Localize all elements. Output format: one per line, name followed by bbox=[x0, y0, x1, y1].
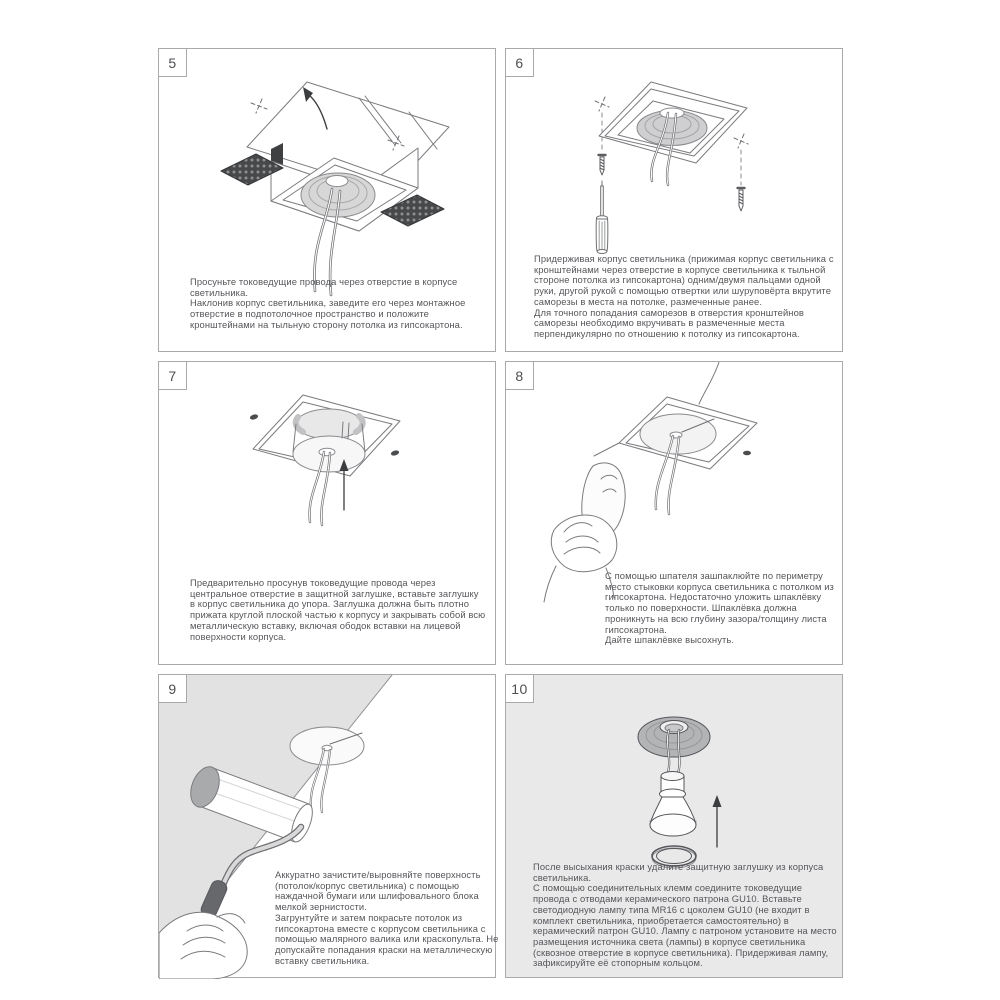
instruction-paragraph: С помощью соединительных клемм соедините токоведущие провода с отводами керамического патрона GU10. Вставьте светодиодную лампу типа MR16 с цоколем GU10 (не входит в комплект светильника, приобретается самостоятельно) в керамический патрон GU10. Лампу с патроном установите на место размещения источника света (лампы) в корпусе светильника (сквозное отверстие в корпусе светильника). Придерживая лампу, зафиксируйте её стопорным кольцом. bbox=[533, 882, 837, 969]
step-10-instructions bbox=[533, 862, 841, 969]
instruction-paragraph: После высыхания краски удалите защитную заглушку из корпуса светильника. bbox=[533, 861, 824, 883]
crop-mark-icon bbox=[595, 97, 609, 111]
step-9-instructions bbox=[275, 870, 499, 966]
instruction-paragraph: С помощью шпателя зашпаклюйте по периметру место стыковки корпуса светильника с потолком из гипсокартона. Недостаточно уложить шпаклёвку только по поверхности. Шпаклёвка должна проникнуть на всю глубину зазора/толщину листа гипсокартона. bbox=[605, 570, 834, 635]
step-number-badge: 8 bbox=[505, 361, 534, 390]
hand bbox=[159, 912, 247, 979]
instruction-paragraph: Дайте шпаклёвке высохнуть. bbox=[605, 634, 735, 646]
instruction-paragraph: Наклонив корпус светильника, заведите его через монтажное отверстие в подпотолочное пространство и положите кронштейнами на тыльную сторону потолка из гипсокартона. bbox=[190, 297, 466, 330]
step-5-instructions bbox=[190, 277, 482, 331]
instruction-paragraph: Просуньте токоведущие провода через отверстие в корпусе светильника. bbox=[190, 276, 458, 298]
gu10-socket bbox=[660, 772, 686, 800]
screw-icon bbox=[738, 188, 745, 211]
step-10-panel bbox=[505, 674, 843, 978]
step-6-panel bbox=[505, 48, 843, 352]
screw-icon bbox=[599, 155, 606, 175]
ceiling-recess bbox=[638, 717, 710, 757]
crop-mark-icon bbox=[251, 99, 267, 113]
step-7-instructions bbox=[190, 578, 486, 642]
screw-head-icon bbox=[390, 449, 399, 456]
mr16-lamp-icon bbox=[650, 797, 696, 836]
instruction-paragraph: Аккуратно зачистите/выровняйте поверхность (потолок/корпус светильника) с помощью наждачной бумаги или шлифовального блока мелкой зернистости. bbox=[275, 869, 481, 913]
step-number-badge: 7 bbox=[158, 361, 187, 390]
instruction-paragraph: Для точного попадания саморезов в отверстия кронштейнов саморезы необходимо вкручивать в размеченные места перпендикулярно по отношению к потолку из гипсокартона. bbox=[534, 306, 804, 339]
screw-head-icon bbox=[743, 451, 751, 456]
crop-mark-icon bbox=[734, 134, 748, 148]
instruction-paragraph: Предварительно просунув токоведущие провода через центральное отверстие в защитной заглушке, вставьте заглушку в корпус светильника до упора. Заглушка должна быть плотно прижата круглой плоской частью к корпусу и закрывать собой всю металлическую вставку, включая ободок вставки на лицевой поверхности корпуса. bbox=[190, 577, 486, 642]
step-number-badge: 10 bbox=[505, 674, 534, 703]
step-number-badge: 6 bbox=[505, 48, 534, 77]
step-number-badge: 5 bbox=[158, 48, 187, 77]
screw-head-icon bbox=[249, 413, 258, 420]
fixture bbox=[290, 727, 364, 765]
step-5-panel bbox=[158, 48, 496, 352]
step-number-badge: 9 bbox=[158, 674, 187, 703]
step-8-instructions bbox=[605, 571, 848, 646]
step-8-panel bbox=[505, 361, 843, 665]
instruction-paragraph: Придерживая корпус светильника (прижимая корпус светильника с кронштейнами через отверстие в корпусе светильника к тыльной стороне потолка из гипсокартона) одним/двумя пальцами одной руки, другой рукой с помощью отвертки или шуруповёрта вкрутите саморезы в места на потолке, размеченные ранее. bbox=[534, 253, 834, 307]
step-6-instructions bbox=[534, 254, 838, 340]
step-9-panel bbox=[158, 674, 499, 978]
step-7-panel bbox=[158, 361, 496, 665]
instruction-paragraph: Загрунтуйте и затем покрасьте потолок из гипсокартона вместе с корпусом светильника с помощью малярного валика или краскопульта. Не допускайте попадания краски на металлическую вставку светильника. bbox=[275, 911, 499, 966]
screwdriver-icon bbox=[596, 181, 608, 254]
up-arrow-icon bbox=[713, 795, 722, 847]
